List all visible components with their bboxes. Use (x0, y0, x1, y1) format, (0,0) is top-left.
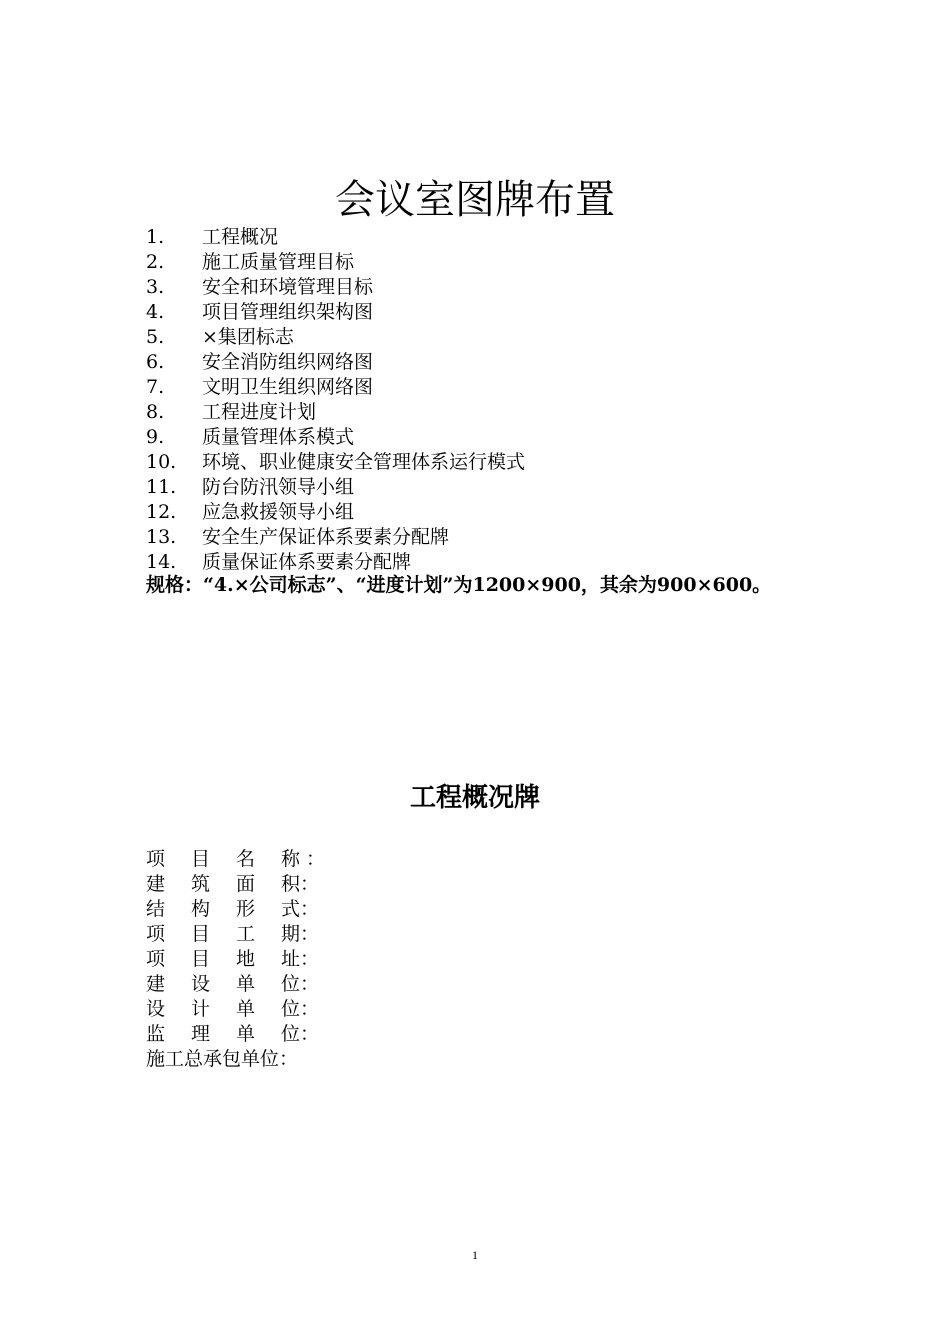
field-char: 积 (281, 873, 301, 895)
item-label: 环境、职业健康安全管理体系运行模式 (202, 451, 526, 473)
list-item (146, 425, 525, 450)
field-char: 结 (146, 898, 166, 920)
project-info-list (146, 847, 325, 1072)
field-char: 项 (146, 848, 166, 870)
field-char: 设 (191, 973, 211, 995)
field-char: 面 (236, 873, 256, 895)
field-char: 工 (236, 923, 256, 945)
section-title: 工程概况牌 (409, 783, 540, 813)
item-number: 1. (146, 226, 165, 248)
field-char: 建 (146, 973, 166, 995)
field-char: 理 (191, 1023, 211, 1045)
list-item (146, 450, 525, 475)
sign-list (146, 225, 525, 575)
item-number: 11. (146, 476, 177, 498)
field-char: 项 (146, 948, 166, 970)
field-colon: ： (300, 948, 320, 970)
info-field (146, 922, 325, 947)
field-colon: ： (300, 998, 320, 1020)
field-char: 形 (236, 898, 256, 920)
field-char: 单 (236, 973, 256, 995)
item-label: 应急救援领导小组 (202, 501, 355, 523)
item-label: 安全和环境管理目标 (202, 276, 374, 298)
field-char: 单 (236, 1023, 256, 1045)
list-item (146, 275, 525, 300)
list-item (146, 475, 525, 500)
item-number: 6. (146, 351, 165, 373)
field-colon: ： (300, 848, 326, 870)
item-label: 质量保证体系要素分配牌 (202, 551, 412, 573)
item-number: 4. (146, 301, 165, 323)
field-char: 建 (146, 873, 166, 895)
item-label: 安全生产保证体系要素分配牌 (202, 526, 450, 548)
item-number: 3. (146, 276, 165, 298)
field-char: 期 (281, 923, 301, 945)
field-char: 项 (146, 923, 166, 945)
field-char: 目 (191, 923, 211, 945)
info-field (146, 847, 325, 872)
field-char: 目 (191, 848, 211, 870)
field-char: 位 (281, 998, 301, 1020)
field-colon: ： (300, 923, 320, 945)
item-label: 工程进度计划 (202, 401, 317, 423)
info-field (146, 872, 325, 897)
item-number: 12. (146, 501, 177, 523)
field-colon: ： (300, 898, 320, 920)
list-item (146, 375, 525, 400)
info-field (146, 947, 325, 972)
spec-note: 规格：“4.×公司标志”、“进度计划”为1200×900，其余为900×600。 (146, 574, 772, 596)
item-label: 文明卫生组织网络图 (202, 376, 374, 398)
item-label: 防台防汛领导小组 (202, 476, 355, 498)
page-number: 1 (472, 1248, 478, 1262)
item-number: 13. (146, 526, 177, 548)
item-label: 工程概况 (202, 226, 279, 248)
item-label: 安全消防组织网络图 (202, 351, 374, 373)
list-item (146, 250, 525, 275)
list-item (146, 325, 525, 350)
field-char: 监 (146, 1023, 166, 1045)
field-char: 单 (236, 998, 256, 1020)
field-char: 目 (191, 948, 211, 970)
item-number: 5. (146, 326, 165, 348)
info-field (146, 897, 325, 922)
field-char: 设 (146, 998, 166, 1020)
field-colon: ： (300, 1023, 320, 1045)
list-item (146, 300, 525, 325)
field-label: 施工总承包单位： (146, 1048, 299, 1070)
field-colon: ： (300, 873, 320, 895)
field-char: 位 (281, 1023, 301, 1045)
item-number: 14. (146, 551, 177, 573)
item-label: 施工质量管理目标 (202, 251, 355, 273)
item-number: 2. (146, 251, 165, 273)
list-item (146, 400, 525, 425)
info-field (146, 1047, 325, 1072)
item-number: 10. (146, 451, 177, 473)
item-number: 9. (146, 426, 165, 448)
list-item (146, 500, 525, 525)
item-number: 7. (146, 376, 165, 398)
field-char: 名 (236, 848, 256, 870)
field-char: 构 (191, 898, 211, 920)
list-item (146, 525, 525, 550)
info-field (146, 997, 325, 1022)
item-label: ×集团标志 (202, 326, 294, 348)
list-item (146, 225, 525, 250)
info-field (146, 972, 325, 997)
page-title: 会议室图牌布置 (335, 177, 615, 223)
item-label: 质量管理体系模式 (202, 426, 355, 448)
field-char: 址 (281, 948, 301, 970)
item-label: 项目管理组织架构图 (202, 301, 374, 323)
item-number: 8. (146, 401, 165, 423)
field-char: 式 (281, 898, 301, 920)
field-char: 位 (281, 973, 301, 995)
field-char: 地 (236, 948, 256, 970)
field-char: 筑 (191, 873, 211, 895)
field-char: 计 (191, 998, 211, 1020)
field-char: 称 (281, 848, 301, 870)
info-field (146, 1022, 325, 1047)
list-item (146, 350, 525, 375)
field-colon: ： (300, 973, 320, 995)
